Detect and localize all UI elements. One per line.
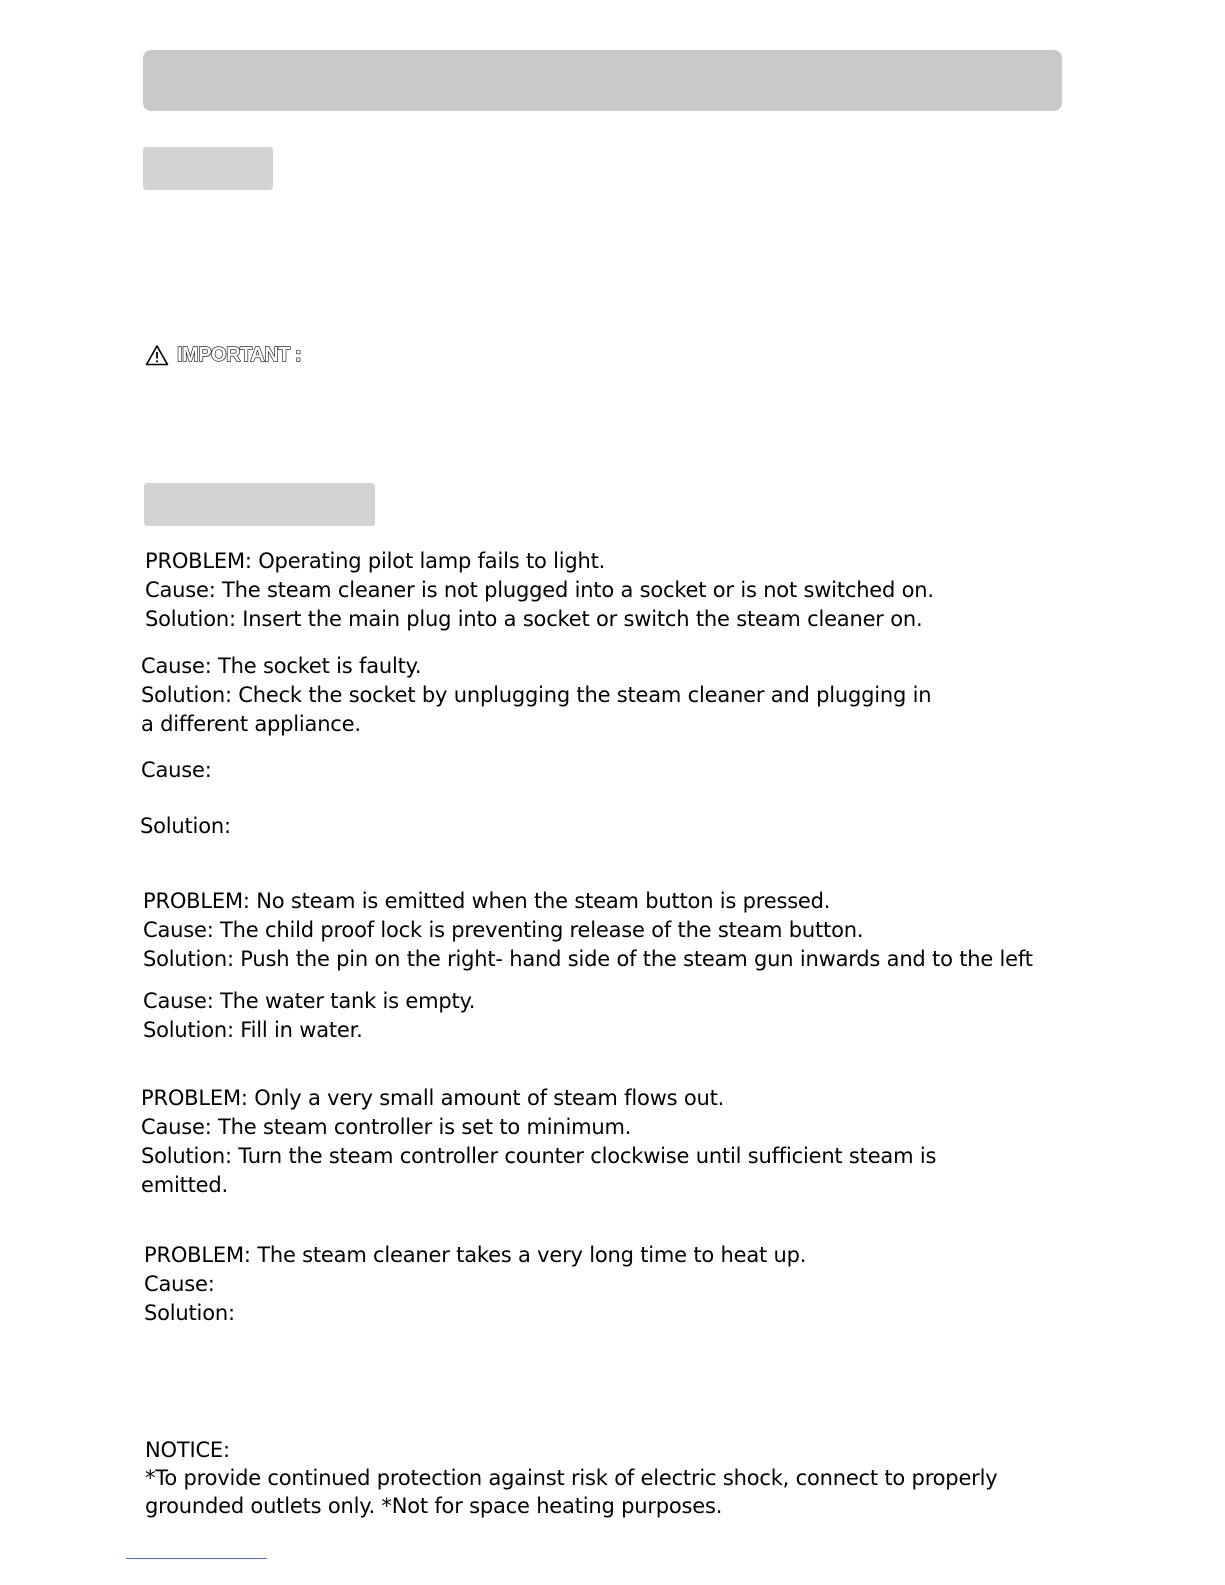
solution-continuation: a different appliance.: [141, 712, 361, 736]
cause-text: Cause:: [141, 758, 212, 782]
solution-text: Solution:: [140, 814, 231, 838]
notice-line: *To provide continued protection against risk of electric shock, connect to properly: [145, 1466, 998, 1490]
cause-text: Cause: The child proof lock is preventing release of the steam button.: [143, 918, 864, 942]
problem-text: PROBLEM: Operating pilot lamp fails to light.: [145, 549, 606, 573]
notice-line: grounded outlets only. *Not for space heating purposes.: [145, 1494, 723, 1518]
cause-text: Cause: The socket is faulty.: [141, 654, 422, 678]
cause-text: Cause: The water tank is empty.: [143, 989, 476, 1013]
cause-text: Cause: The steam cleaner is not plugged into a socket or is not switched on.: [145, 578, 934, 602]
solution-continuation: emitted.: [141, 1173, 229, 1197]
solution-text: Solution: Push the pin on the right- hand side of the steam gun inwards and to the left: [143, 947, 1033, 971]
solution-text: Solution:: [144, 1301, 235, 1325]
important-label: IMPORTANT :: [177, 343, 302, 366]
problem-text: PROBLEM: No steam is emitted when the steam button is pressed.: [143, 889, 831, 913]
problem-text: PROBLEM: Only a very small amount of steam flows out.: [141, 1086, 725, 1110]
notice-title: NOTICE:: [145, 1438, 230, 1462]
section-label-box: [143, 147, 273, 190]
solution-text: Solution: Turn the steam controller counter clockwise until sufficient steam is: [141, 1144, 937, 1168]
problem-text: PROBLEM: The steam cleaner takes a very long time to heat up.: [144, 1243, 807, 1267]
solution-text: Solution: Fill in water.: [143, 1018, 363, 1042]
cause-text: Cause: The steam controller is set to minimum.: [141, 1115, 632, 1139]
important-note: [145, 341, 301, 369]
troubleshooting-label-box: [144, 483, 375, 526]
warning-icon: [145, 344, 169, 366]
solution-text: Solution: Insert the main plug into a socket or switch the steam cleaner on.: [145, 607, 923, 631]
solution-text: Solution: Check the socket by unplugging the steam cleaner and plugging in: [141, 683, 932, 707]
footer-rule: [126, 1558, 267, 1559]
header-bar: [143, 50, 1062, 111]
cause-text: Cause:: [144, 1272, 215, 1296]
